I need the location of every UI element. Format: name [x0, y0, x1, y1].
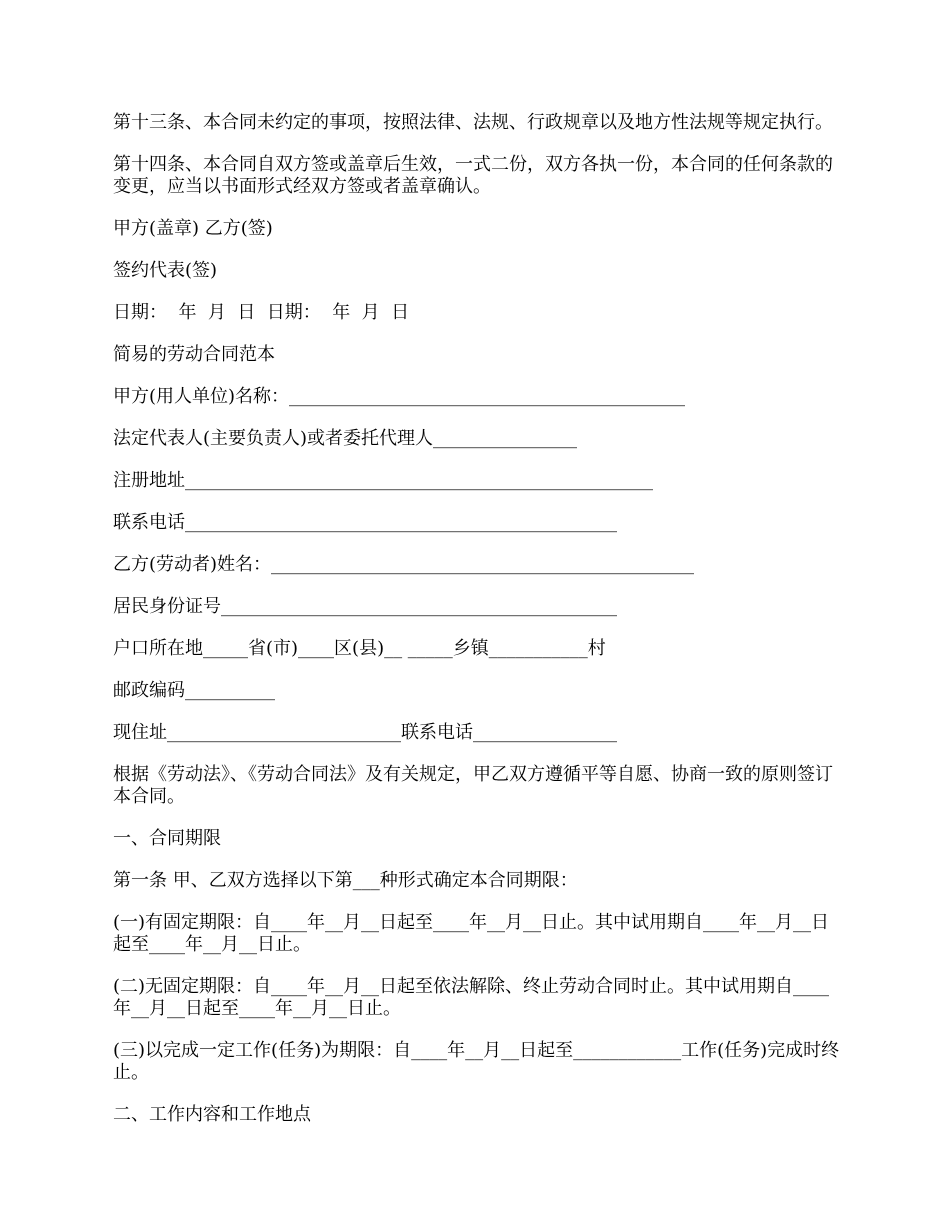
heading-work-content: 二、工作内容和工作地点	[113, 1104, 311, 1125]
employer-name-field: 甲方(用人单位)名称：____________________________________________	[113, 386, 686, 407]
id-number-field: 居民身份证号____________________________________________	[113, 596, 617, 617]
term-option-open-ended: (二)无固定期限：自____年__月__日起至依法解除、终止劳动合同时止。其中试用期自____年__月__日起至____年__月__日止。	[113, 976, 830, 1019]
section-title: 简易的劳动合同范本	[113, 344, 275, 365]
clause-13: 第十三条、本合同未约定的事项，按照法律、法规、行政规章以及地方性法规等规定执行。	[113, 112, 833, 133]
signature-parties: 甲方(盖章) 乙方(签)	[113, 218, 273, 239]
employee-name-field: 乙方(劳动者)姓名：_______________________________________________	[113, 554, 695, 575]
registered-address-field: 注册地址____________________________________________________	[113, 470, 653, 491]
signing-representative: 签约代表(签)	[113, 260, 218, 281]
term-option-task-based: (三)以完成一定工作(任务)为期限：自____年__月__日起至____________工作(任务)完成时终止。	[113, 1040, 840, 1083]
legal-representative-field: 法定代表人(主要负责人)或者委托代理人________________	[113, 428, 578, 449]
current-address-field: 现住址__________________________联系电话________________	[113, 722, 617, 743]
heading-contract-term: 一、合同期限	[113, 828, 221, 849]
document-body	[113, 112, 843, 1146]
clause-14: 第十四条、本合同自双方签或盖章后生效，一式二份，双方各执一份，本合同的任何条款的变更，应当以书面形式经双方签或者盖章确认。	[113, 154, 833, 197]
term-option-fixed: (一)有固定期限：自____年__月__日起至____年__月__日止。其中试用期自____年__月__日起至____年__月__日止。	[113, 912, 830, 955]
signing-dates: 日期： 年 月 日 日期： 年 月 日	[113, 302, 410, 323]
article-1: 第一条 甲、乙双方选择以下第___种形式确定本合同期限：	[113, 870, 578, 891]
postal-code-field: 邮政编码__________	[113, 680, 275, 701]
household-registration-field: 户口所在地_____省(市)____区(县)__ _____乡镇___________村	[113, 638, 606, 659]
employer-phone-field: 联系电话________________________________________________	[113, 512, 617, 533]
legal-basis-paragraph: 根据《劳动法》、《劳动合同法》及有关规定，甲乙双方遵循平等自愿、协商一致的原则签订本合同。	[113, 764, 833, 807]
